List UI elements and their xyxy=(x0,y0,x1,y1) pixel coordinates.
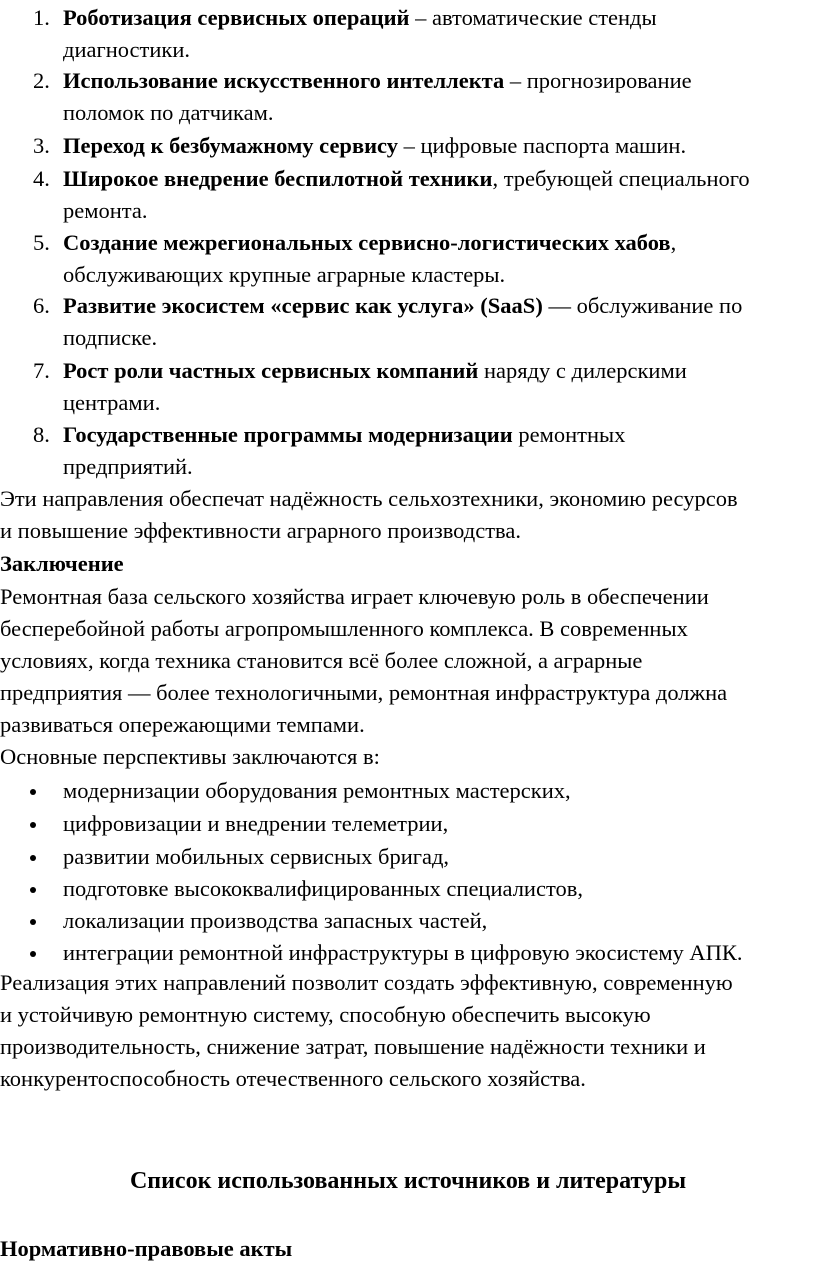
list-item-text xyxy=(63,290,816,354)
bullet-dot-icon xyxy=(30,789,36,795)
paragraph-summary: Реализация этих направлений позволит создать эффективную, современную и устойчивую ремонтную систему, способную обеспечить высокую производительность, снижение затрат, повышение надёжности техники и конкурентоспособность отечественного сельского хозяйства. xyxy=(0,970,733,1091)
list-item-rest: – цифровые паспорта машин. xyxy=(398,133,687,158)
list-item-bold: Рост роли частных сервисных компаний xyxy=(63,358,479,383)
list-item-text xyxy=(63,227,816,291)
list-item-continuation: подписке. xyxy=(63,325,158,350)
list-item-rest: , xyxy=(670,230,677,255)
list-item-continuation: обслуживающих крупные аграрные кластеры. xyxy=(63,262,506,287)
list-item-number: 5. xyxy=(33,230,50,255)
list-item-text xyxy=(63,65,816,129)
list-item-rest: – прогнозирование xyxy=(504,68,692,93)
sources-title: Список использованных источников и литературы xyxy=(129,1168,687,1194)
list-item-bold: Использование искусственного интеллекта xyxy=(63,68,505,93)
list-item-bold: Переход к безбумажному сервису xyxy=(63,133,398,158)
list-item-number: 6. xyxy=(33,293,50,318)
list-item-text xyxy=(63,130,816,162)
list-item-continuation: диагностики. xyxy=(63,37,191,62)
bullet-dot-icon xyxy=(30,919,36,925)
list-item-continuation: центрами. xyxy=(63,390,161,415)
list-item-bold: Развитие экосистем «сервис как услуга» (SaaS) xyxy=(63,293,543,318)
list-item-bold: Роботизация сервисных операций xyxy=(63,5,410,30)
list-item-bold: Государственные программы модернизации xyxy=(63,422,513,447)
list-item-number: 4. xyxy=(33,166,50,191)
list-item-continuation: ремонта. xyxy=(63,198,148,223)
list-item-number: 7. xyxy=(33,358,50,383)
list-item-number: 2. xyxy=(33,68,50,93)
list-item-number: 8. xyxy=(33,422,50,447)
bullet-dot-icon xyxy=(30,855,36,861)
conclusion-heading: Заключение xyxy=(0,551,124,576)
list-item-text xyxy=(63,2,816,66)
list-item-rest: , требующей специального xyxy=(492,166,750,191)
bullet-dot-icon xyxy=(30,951,36,957)
list-item-text xyxy=(63,419,816,483)
list-item-bold: Создание межрегиональных сервисно-логистических хабов xyxy=(63,230,671,255)
paragraph-conclusion: Ремонтная база сельского хозяйства играет ключевую роль в обеспечении бесперебойной работы агропромышленного комплекса. В современных условиях, когда техника становится всё более сложной, а аграрные предприятия — более технологичными, ремонтная инфраструктура должна развиваться опережающими темпами. xyxy=(0,584,728,737)
list-item-rest: – автоматические стенды xyxy=(409,5,657,30)
bullet-dot-icon xyxy=(30,887,36,893)
list-item-continuation: поломок по датчикам. xyxy=(63,100,274,125)
list-item-text xyxy=(63,355,816,419)
bullet-dot-icon xyxy=(30,822,36,828)
list-item-continuation: предприятий. xyxy=(63,454,193,479)
legal-acts-subheading: Нормативно-правовые акты xyxy=(0,1236,293,1261)
list-item-text xyxy=(63,163,816,227)
list-item-number: 1. xyxy=(33,5,50,30)
list-item-rest: наряду с дилерскими xyxy=(478,358,687,383)
paragraph-perspectives-intro: Основные перспективы заключаются в: xyxy=(0,744,380,769)
list-item-rest: — обслуживание по xyxy=(542,293,743,318)
list-item-number: 3. xyxy=(33,133,50,158)
list-item-rest: ремонтных xyxy=(512,422,626,447)
paragraph-directions: Эти направления обеспечат надёжность сельхозтехники, экономию ресурсов и повышение эффективности аграрного производства. xyxy=(0,486,738,543)
list-item-bold: Широкое внедрение беспилотной техники xyxy=(63,166,493,191)
